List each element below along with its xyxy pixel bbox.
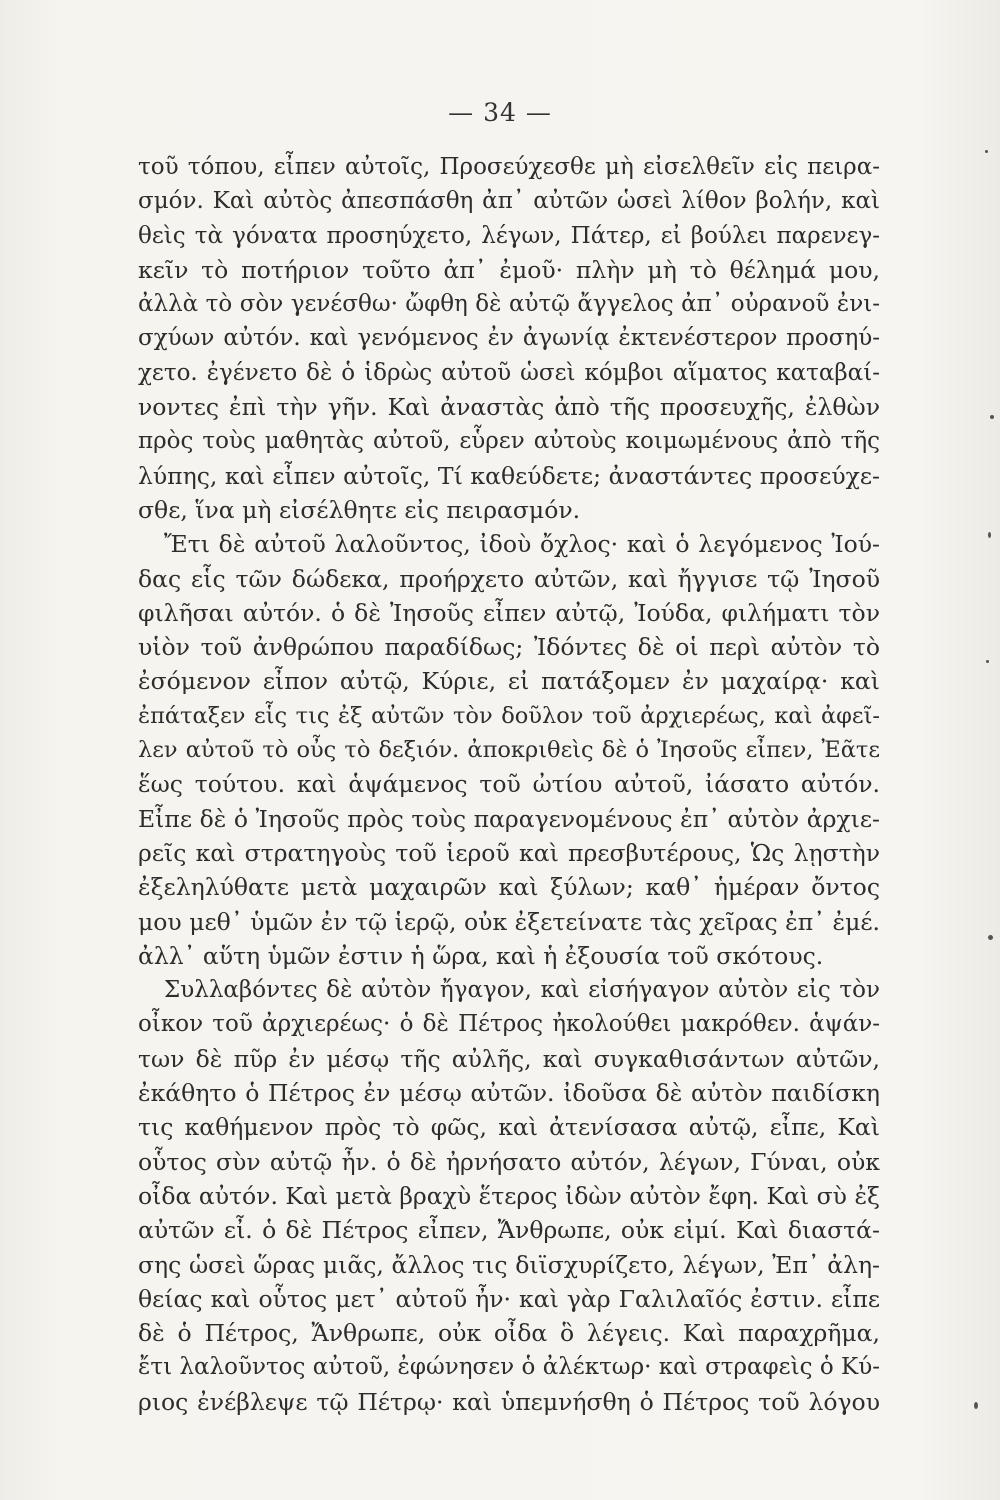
paper-speck [985,150,988,153]
text-line: οἶδα αὐτόν. Καὶ μετὰ βραχὺ ἕτερος ἰδὼν αὐτὸν ἔφη. Καὶ σὺ ἐξ [138,1181,880,1210]
text-line: νοντες ἐπὶ τὴν γῆν. Καὶ ἀναστὰς ἀπὸ τῆς προσευχῆς, ἐλθὼν [138,393,880,422]
paper-speck [988,532,991,538]
text-line: υἱὸν τοῦ ἀνθρώπου παραδίδως; Ἰδόντες δὲ οἱ περὶ αὐτὸν τὸ [138,633,880,662]
text-line: ἔτι λαλοῦντος αὐτοῦ, ἐφώνησεν ὁ ἀλέκτωρ· καὶ στραφεὶς ὁ Κύ- [138,1354,880,1381]
text-line: φιλῆσαι αὐτόν. ὁ δὲ Ἰησοῦς εἶπεν αὐτῷ, Ἰούδα, φιλήματι τὸν [138,598,880,627]
text-line: δας εἷς τῶν δώδεκα, προήρχετο αὐτῶν, καὶ ἤγγισε τῷ Ἰησοῦ [138,564,880,593]
text-line: τοῦ τόπου, εἶπεν αὐτοῖς, Προσεύχεσθε μὴ εἰσελθεῖν εἰς πειρα- [138,154,880,180]
text-line: ἀλλὰ τὸ σὸν γενέσθω· ὤφθη δὲ αὐτῷ ἄγγελος ἀπ᾽ οὐρανοῦ ἐνι- [138,291,880,318]
text-line: λεν αὐτοῦ τὸ οὖς τὸ δεξιόν. ἀποκριθεὶς δὲ ὁ Ἰησοῦς εἶπεν, Ἐᾶτε [138,737,880,764]
text-line: λύπης, καὶ εἶπεν αὐτοῖς, Τί καθεύδετε; ἀναστάντες προσεύχε- [138,461,880,490]
text-line: πρὸς τοὺς μαθητὰς αὐτοῦ, εὗρεν αὐτοὺς κοιμωμένους ἀπὸ τῆς [138,428,880,455]
text-line: οὗτος σὺν αὐτῷ ἦν. ὁ δὲ ἠρνήσατο αὐτόν, λέγων, Γύναι, οὐκ [138,1147,880,1176]
text-line: ἐξεληλύθατε μετὰ μαχαιρῶν καὶ ξύλων; καθ᾽ ἡμέραν ὄντος [138,873,880,902]
text-line: χετο. ἐγένετο δὲ ὁ ἱδρὼς αὐτοῦ ὡσεὶ κόμβοι αἵματος καταβαί- [138,359,880,386]
page-number: — 34 — [448,98,552,127]
text-line: ἐκάθητο ὁ Πέτρος ἐν μέσῳ αὐτῶν. ἰδοῦσα δὲ αὐτὸν παιδίσκη [138,1079,880,1108]
text-line: αὐτῶν εἶ. ὁ δὲ Πέτρος εἶπεν, Ἄνθρωπε, οὐκ εἰμί. Καὶ διαστά- [138,1216,880,1245]
text-line: ἀλλ᾽ αὕτη ὑμῶν ἐστιν ἡ ὥρα, καὶ ἡ ἐξουσία τοῦ σκότους. [138,941,824,970]
text-line: κεῖν τὸ ποτήριον τοῦτο ἀπ᾽ ἐμοῦ· πλὴν μὴ τὸ θέλημά μου, [138,255,880,284]
text-line: ρεῖς καὶ στρατηγοὺς τοῦ ἱεροῦ καὶ πρεσβυτέρους, Ὡς λῃστὴν [138,838,880,867]
paper-speck [990,415,994,419]
paper-speck [986,660,989,663]
text-line: Εἶπε δὲ ὁ Ἰησοῦς πρὸς τοὺς παραγενομένους ἐπ᾽ αὐτὸν ἀρχιε- [138,804,880,833]
text-line: ριος ἐνέβλεψε τῷ Πέτρῳ· καὶ ὑπεμνήσθη ὁ Πέτρος τοῦ λόγου [138,1387,880,1416]
text-line: Ἔτι δὲ αὐτοῦ λαλοῦντος, ἰδοὺ ὄχλος· καὶ ὁ λεγόμενος Ἰού- [164,530,880,559]
text-line: σης ὡσεὶ ὥρας μιᾶς, ἄλλος τις διϊσχυρίζετο, λέγων, Ἐπ᾽ ἀλη- [138,1250,880,1279]
body-text [138,150,880,1419]
paper-speck [988,935,993,940]
text-line: δὲ ὁ Πέτρος, Ἄνθρωπε, οὐκ οἶδα ὃ λέγεις. Καὶ παραχρῆμα, [138,1319,880,1348]
text-line: ἐπάταξεν εἷς τις ἐξ αὐτῶν τὸν δοῦλον τοῦ ἀρχιερέως, καὶ ἀφεῖ- [138,702,880,729]
text-line: σμόν. Καὶ αὐτὸς ἀπεσπάσθη ἀπ᾽ αὐτῶν ὡσεὶ λίθον βολήν, καὶ [138,188,880,215]
text-line: μου μεθ᾽ ὑμῶν ἐν τῷ ἱερῷ, οὐκ ἐξετείνατε τὰς χεῖρας ἐπ᾽ ἐμέ. [138,907,880,936]
text-line: θείας καὶ οὗτος μετ᾽ αὐτοῦ ἦν· καὶ γὰρ Γαλιλαῖός ἐστιν. εἶπε [138,1284,880,1313]
text-line: θεὶς τὰ γόνατα προσηύχετο, λέγων, Πάτερ, εἰ βούλει παρενεγ- [138,222,880,249]
paper-speck [974,1402,978,1409]
text-line: σθε, ἵνα μὴ εἰσέλθητε εἰς πειρασμόν. [138,495,581,524]
text-line: τις καθήμενον πρὸς τὸ φῶς, καὶ ἀτενίσασα αὐτῷ, εἶπε, Καὶ [138,1113,880,1142]
text-line: οἶκον τοῦ ἀρχιερέως· ὁ δὲ Πέτρος ἠκολούθει μακρόθεν. ἁψάν- [138,1011,880,1038]
text-line: Συλλαβόντες δὲ αὐτὸν ἤγαγον, καὶ εἰσήγαγον αὐτὸν εἰς τὸν [164,977,880,1004]
text-line: των δὲ πῦρ ἐν μέσῳ τῆς αὐλῆς, καὶ συγκαθισάντων αὐτῶν, [138,1044,880,1073]
text-line: ἕως τούτου. καὶ ἁψάμενος τοῦ ὠτίου αὐτοῦ, ἰάσατο αὐτόν. [138,770,880,799]
text-line: ἐσόμενον εἶπον αὐτῷ, Κύριε, εἰ πατάξομεν ἐν μαχαίρᾳ· καὶ [138,667,880,696]
text-line: σχύων αὐτόν. καὶ γενόμενος ἐν ἀγωνίᾳ ἐκτενέστερον προσηύ- [138,325,880,352]
